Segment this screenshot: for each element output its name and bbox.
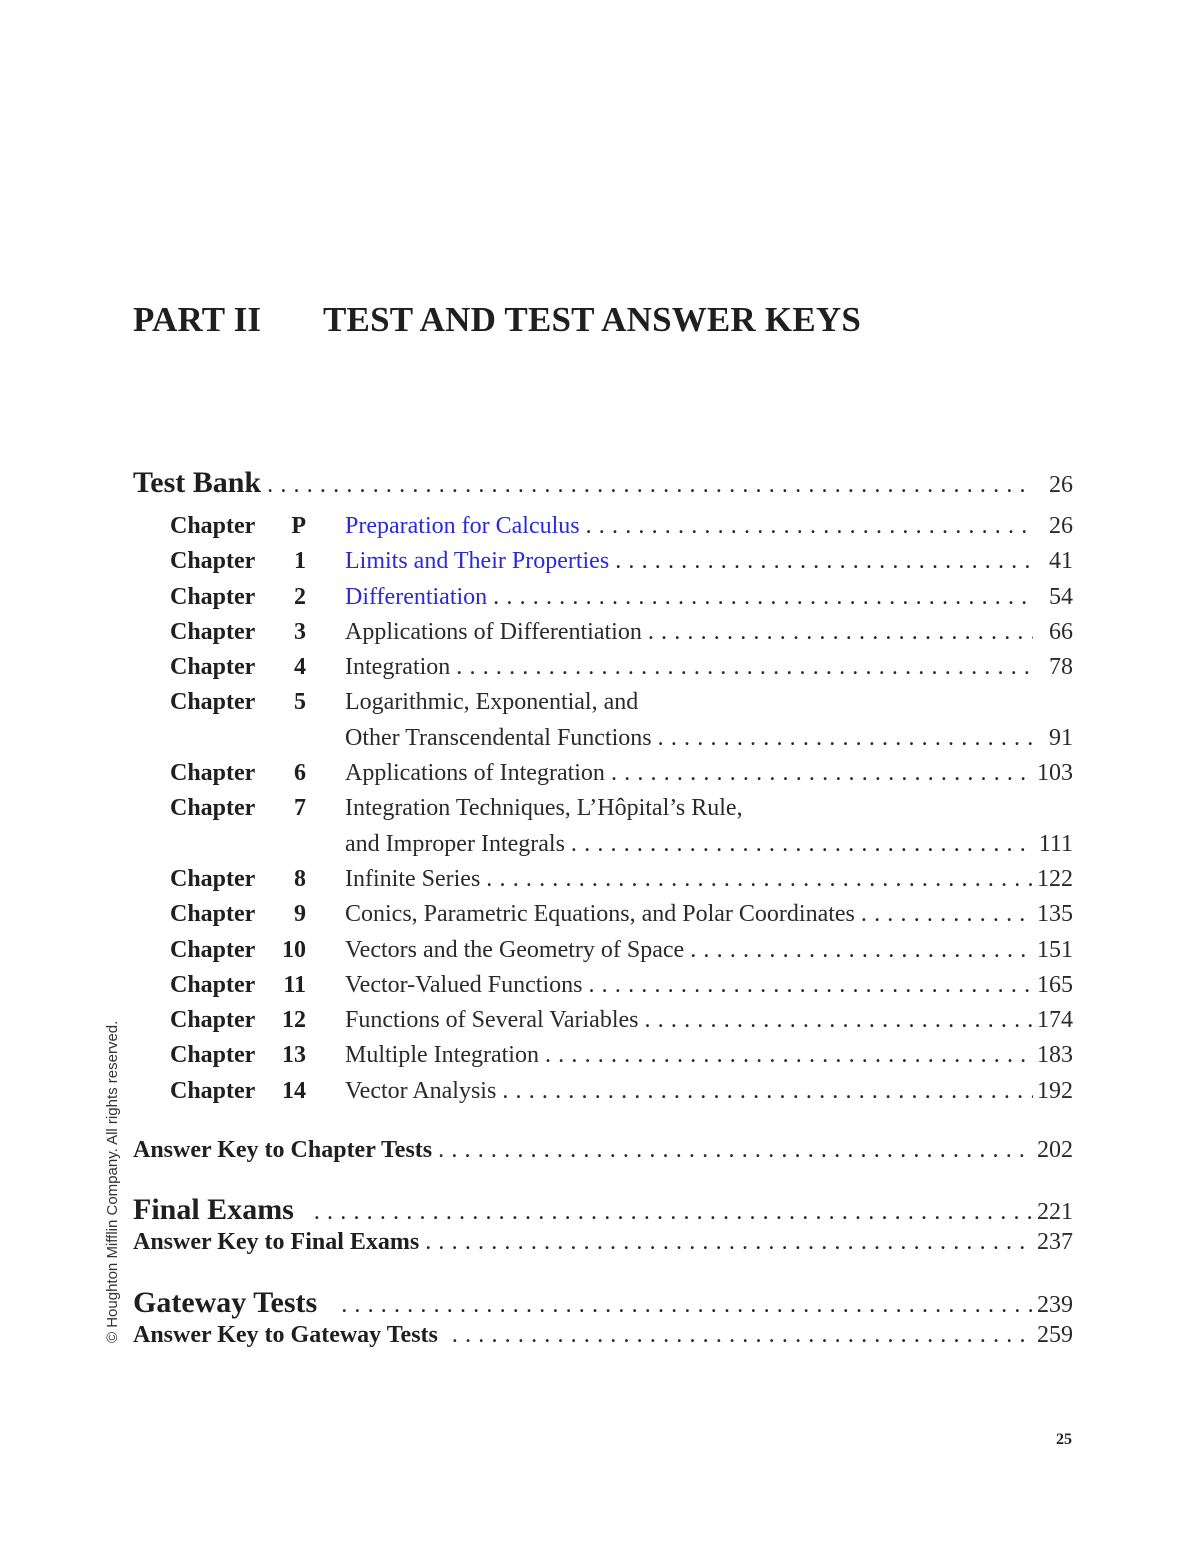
toc-page-number: 103 [1037, 760, 1073, 787]
chapter-title: Functions of Several Variables [345, 1007, 639, 1034]
chapter-label: Chapter 12 [170, 1007, 306, 1034]
toc-chapter-6[interactable] [133, 760, 1073, 795]
dot-leader [432, 1137, 1033, 1164]
toc-chapter-9[interactable] [133, 901, 1073, 936]
dot-leader [261, 472, 1033, 499]
toc-chapter-5[interactable] [133, 689, 1073, 724]
dot-leader [294, 1199, 1033, 1226]
toc-chapter-7-continued[interactable] [133, 831, 1073, 866]
toc-page-number: 111 [1038, 830, 1073, 857]
chapter-label: Chapter P [170, 513, 306, 539]
chapter-title: Vector-Valued Functions [345, 971, 583, 998]
toc-page-number: 135 [1037, 901, 1073, 928]
dot-leader [480, 866, 1033, 893]
toc-page-number: 174 [1037, 1007, 1073, 1034]
toc-entry-answer-key-final-exams[interactable] [133, 1229, 1073, 1264]
toc-entry-answer-key-chapter-tests[interactable] [133, 1137, 1073, 1172]
chapter-label: Chapter 13 [170, 1042, 306, 1069]
toc-chapter-1[interactable] [133, 548, 1073, 583]
part-title: TEST AND TEST ANSWER KEYS [323, 300, 862, 339]
toc-page-number: 91 [1049, 724, 1073, 751]
dot-leader [642, 619, 1033, 646]
chapter-title: Multiple Integration [345, 1042, 539, 1069]
chapter-list [133, 513, 1073, 1113]
toc-chapter-p[interactable] [133, 513, 1073, 548]
dot-leader [652, 725, 1033, 752]
toc-page-number: 26 [1049, 472, 1073, 498]
toc-entry-test-bank[interactable] [133, 466, 1073, 513]
toc-page-number: 151 [1037, 936, 1073, 963]
toc-page-number: 26 [1049, 513, 1073, 539]
toc-entry-label: Gateway Tests [133, 1286, 318, 1320]
toc-page-number: 122 [1037, 865, 1073, 892]
dot-leader [639, 1007, 1034, 1034]
chapter-title-line-2: and Improper Integrals [345, 830, 565, 857]
toc-page-number: 259 [1037, 1322, 1073, 1349]
toc-chapter-13[interactable] [133, 1042, 1073, 1077]
toc-page-number: 192 [1037, 1077, 1073, 1104]
chapter-title: Applications of Differentiation [345, 618, 642, 645]
chapter-label: Chapter 2 [170, 583, 306, 610]
dot-leader [419, 1229, 1033, 1256]
chapter-label: Chapter 1 [170, 548, 306, 575]
chapter-title: Vectors and the Geometry of Space [345, 936, 685, 963]
chapter-label: Chapter 6 [170, 760, 306, 787]
chapter-title: Conics, Parametric Equations, and Polar Coordinates [345, 901, 855, 928]
part-heading [133, 300, 861, 340]
dot-leader [539, 1042, 1033, 1069]
dot-leader [609, 548, 1033, 575]
toc-entry-gateway-tests[interactable] [133, 1286, 1073, 1322]
dot-leader [487, 584, 1033, 611]
toc-entry-label: Test Bank [133, 466, 262, 499]
chapter-label: Chapter 10 [170, 936, 306, 963]
dot-leader [565, 831, 1033, 858]
toc-page-number: 237 [1037, 1229, 1073, 1256]
toc-entry-final-exams[interactable] [133, 1193, 1073, 1229]
toc-page-number: 183 [1037, 1042, 1073, 1069]
toc-chapter-12[interactable] [133, 1007, 1073, 1042]
toc-chapter-5-continued[interactable] [133, 725, 1073, 760]
dot-leader [438, 1322, 1033, 1349]
dot-leader [496, 1078, 1033, 1105]
chapter-label: Chapter 8 [170, 865, 306, 892]
chapter-label: Chapter 14 [170, 1077, 306, 1104]
toc-page-number: 78 [1049, 654, 1073, 681]
chapter-label: Chapter 4 [170, 654, 306, 681]
toc-chapter-10[interactable] [133, 937, 1073, 972]
toc-page-number: 66 [1049, 618, 1073, 645]
chapter-title: Integration Techniques, L’Hôpital’s Rule, [345, 795, 743, 822]
chapter-title: Integration [345, 654, 451, 681]
toc-page-number: 41 [1049, 548, 1073, 575]
chapter-label: Chapter 9 [170, 901, 306, 928]
toc-chapter-8[interactable] [133, 866, 1073, 901]
chapter-title: Vector Analysis [345, 1077, 497, 1104]
chapter-label: Chapter 11 [170, 971, 306, 998]
dot-leader [855, 901, 1033, 928]
dot-leader [684, 937, 1033, 964]
toc-entry-label: Answer Key to Gateway Tests [133, 1322, 438, 1349]
toc-chapter-3[interactable] [133, 619, 1073, 654]
toc-chapter-14[interactable] [133, 1078, 1073, 1113]
toc-chapter-11[interactable] [133, 972, 1073, 1007]
toc-entry-label: Final Exams [133, 1193, 294, 1227]
dot-leader [450, 654, 1033, 681]
chapter-label: Chapter 7 [170, 795, 306, 822]
chapter-title: Infinite Series [345, 865, 481, 892]
toc-chapter-4[interactable] [133, 654, 1073, 689]
toc-entry-answer-key-gateway-tests[interactable] [133, 1322, 1073, 1357]
toc-entry-label: Answer Key to Chapter Tests [133, 1137, 433, 1164]
toc-entry-label: Answer Key to Final Exams [133, 1229, 420, 1256]
dot-leader [582, 972, 1033, 999]
toc-page-number: 54 [1049, 583, 1073, 610]
toc-page-number: 239 [1037, 1292, 1073, 1319]
toc-chapter-7[interactable] [133, 795, 1073, 830]
dot-leader [580, 513, 1033, 540]
chapter-label: Chapter 3 [170, 618, 306, 645]
chapter-title-link[interactable]: Preparation for Calculus [345, 513, 580, 539]
toc-page-number: 165 [1037, 971, 1073, 998]
page-number: 25 [1056, 1431, 1072, 1448]
chapter-title: Logarithmic, Exponential, and [345, 689, 639, 716]
copyright-notice: © Houghton Mifflin Company. All rights reserved. [104, 1020, 121, 1343]
part-label: PART II [133, 300, 262, 339]
chapter-title-link[interactable]: Limits and Their Properties [345, 548, 610, 575]
table-of-contents [133, 466, 1073, 1357]
chapter-title-link[interactable]: Differentiation [345, 583, 488, 610]
toc-page-number: 202 [1037, 1137, 1073, 1164]
toc-chapter-2[interactable] [133, 584, 1073, 619]
dot-leader [605, 760, 1033, 787]
chapter-title-line-2: Other Transcendental Functions [345, 724, 652, 751]
chapter-label: Chapter 5 [170, 689, 306, 716]
dot-leader [317, 1292, 1033, 1319]
chapter-title: Applications of Integration [345, 760, 605, 787]
toc-page-number: 221 [1037, 1199, 1073, 1226]
